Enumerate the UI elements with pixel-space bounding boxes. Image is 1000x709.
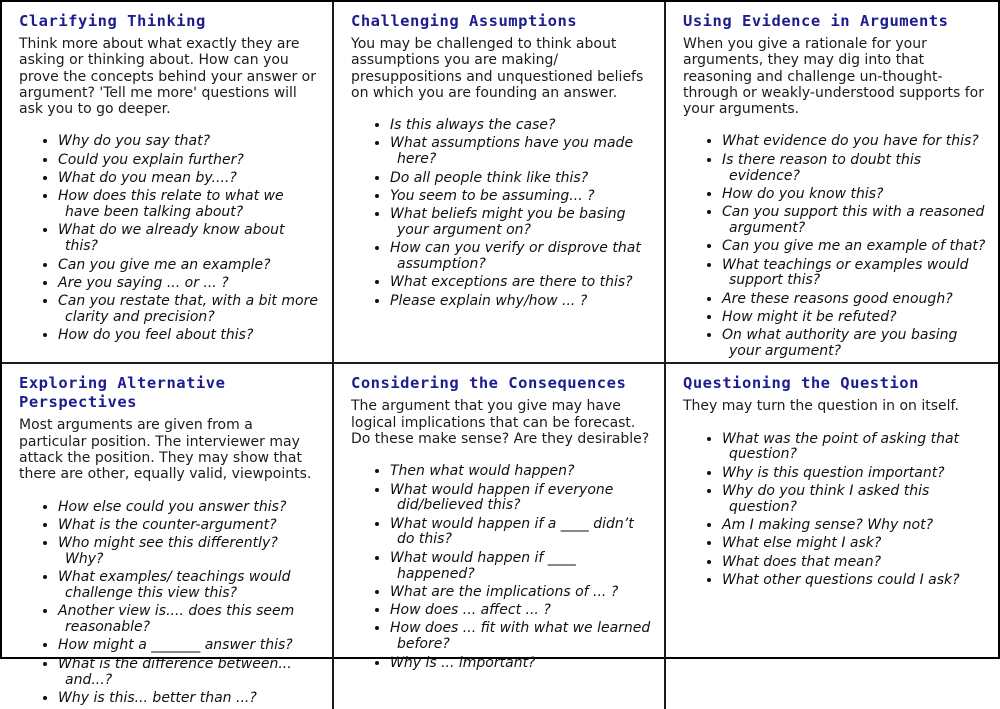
- panel: [334, 364, 666, 709]
- question-item: • What else might I ask?: [722, 536, 986, 552]
- question-item: • How does this relate to what we have been talking about?: [58, 189, 320, 221]
- question-item: • What are the implications of ... ?: [390, 585, 652, 601]
- panel-description: When you give a rationale for your arguments, they may dig into that reasoning and challenge un-thought-through or weakly-understood supports for your arguments.: [683, 36, 984, 118]
- question-item: • On what authority are you basing your argument?: [722, 328, 986, 360]
- question-item: • Why is this question important?: [722, 466, 986, 482]
- question-item: • Why is this... better than ...?: [58, 691, 320, 707]
- question-item: • You seem to be assuming... ?: [390, 189, 652, 205]
- question-item: • What is the counter-argument?: [58, 518, 320, 534]
- panel: [334, 2, 666, 364]
- panel-description: Think more about what exactly they are asking or thinking about. How can you prove the concepts behind your answer or argument? 'Tell me more' questions will ask you to go deeper.: [19, 36, 316, 118]
- question-item: • How might a _______ answer this?: [58, 638, 320, 654]
- question-item: • What would happen if ____ happened?: [390, 551, 652, 583]
- question-item: • Are you saying ... or ... ?: [58, 276, 320, 292]
- question-item: • Is there reason to doubt this evidence?: [722, 153, 986, 185]
- question-item: • What was the point of asking that question?: [722, 432, 986, 464]
- panel-title: Considering the Consequences: [351, 374, 627, 393]
- question-item: • What examples/ teachings would challenge this view this?: [58, 570, 320, 602]
- question-item: • What beliefs might you be basing your argument on?: [390, 207, 652, 239]
- question-item: • What other questions could I ask?: [722, 573, 986, 589]
- question-item: • How do you feel about this?: [58, 328, 320, 344]
- panel-title: Exploring Alternative Perspectives: [19, 374, 226, 412]
- question-item: • Who might see this differently? Why?: [58, 536, 320, 568]
- question-item: • What evidence do you have for this?: [722, 134, 986, 150]
- question-list: [683, 134, 986, 359]
- question-item: • Can you support this with a reasoned argument?: [722, 205, 986, 237]
- question-list: [19, 500, 320, 707]
- question-item: • Why do you think I asked this question?: [722, 484, 986, 516]
- panel: [2, 2, 334, 364]
- question-item: • What is the difference between... and...?: [58, 657, 320, 689]
- question-item: • Another view is.... does this seem reasonable?: [58, 604, 320, 636]
- panel-title: Challenging Assumptions: [351, 12, 578, 30]
- question-item: • Am I making sense? Why not?: [722, 518, 986, 534]
- question-list: [19, 134, 320, 344]
- question-item: • Is this always the case?: [390, 118, 652, 134]
- question-item: • Can you give me an example of that?: [722, 239, 986, 255]
- question-item: • How might it be refuted?: [722, 310, 986, 326]
- question-item: • How do you know this?: [722, 187, 986, 203]
- panel: [666, 2, 998, 364]
- question-item: • Please explain why/how ... ?: [390, 294, 652, 310]
- question-item: • What would happen if a ____ didn’t do this?: [390, 517, 652, 549]
- question-item: • Why do you say that?: [58, 134, 320, 150]
- question-item: • How can you verify or disprove that assumption?: [390, 241, 652, 273]
- question-item: • Do all people think like this?: [390, 171, 652, 187]
- question-item: • How does ... fit with what we learned before?: [390, 621, 652, 653]
- panel-description: You may be challenged to think about assumptions you are making/ presuppositions and unquestioned beliefs on which you are founding an answer.: [351, 36, 644, 101]
- question-item: • How else could you answer this?: [58, 500, 320, 516]
- panel: [2, 364, 334, 709]
- question-item: • What do we already know about this?: [58, 223, 320, 255]
- question-item: • Could you explain further?: [58, 153, 320, 169]
- question-list: [351, 118, 652, 309]
- question-item: • Why is ... important?: [390, 656, 652, 672]
- question-item: • How does ... affect ... ?: [390, 603, 652, 619]
- panel-description: The argument that you give may have logical implications that can be forecast. Do these make sense? Are they desirable?: [351, 398, 650, 447]
- panel-title: Clarifying Thinking: [19, 12, 206, 30]
- question-item: • What teachings or examples would support this?: [722, 258, 986, 290]
- question-item: • Can you restate that, with a bit more clarity and precision?: [58, 294, 320, 326]
- panel: [666, 364, 998, 709]
- question-item: • Can you give me an example?: [58, 258, 320, 274]
- panel-title: Using Evidence in Arguments: [683, 12, 949, 30]
- question-list: [683, 432, 986, 589]
- question-item: • What exceptions are there to this?: [390, 275, 652, 291]
- question-item: • What do you mean by....?: [58, 171, 320, 187]
- question-item: • What would happen if everyone did/believed this?: [390, 483, 652, 515]
- panel-title: Questioning the Question: [683, 374, 919, 393]
- panel-description: They may turn the question in on itself.: [683, 398, 959, 415]
- question-list: [351, 464, 652, 671]
- question-item: • Then what would happen?: [390, 464, 652, 480]
- question-item: • What does that mean?: [722, 555, 986, 571]
- question-item: • What assumptions have you made here?: [390, 136, 652, 168]
- panel-description: Most arguments are given from a particular position. The interviewer may attack the position. They may show that there are other, equally valid, viewpoints.: [19, 417, 312, 483]
- question-item: • Are these reasons good enough?: [722, 292, 986, 308]
